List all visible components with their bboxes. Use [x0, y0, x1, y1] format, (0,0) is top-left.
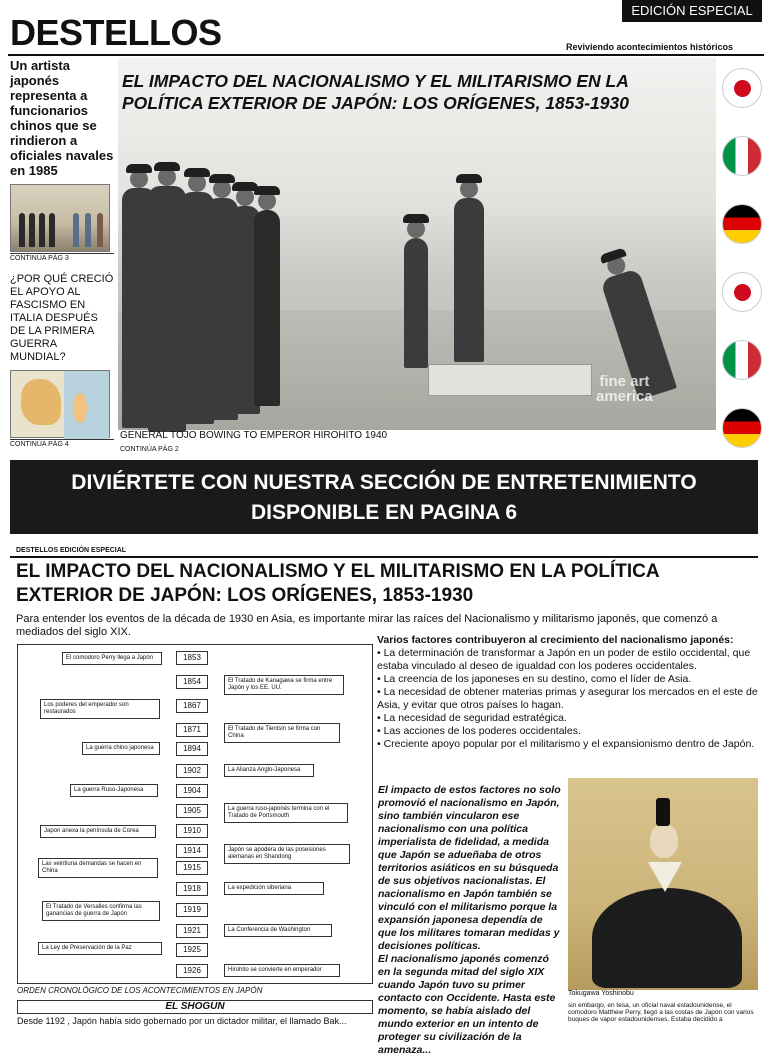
- factor-item: • La creencia de los japoneses en su destino, como el líder de Asia.: [377, 673, 692, 685]
- timeline-event: El Tratado de Versalles confirma las ganancias de guerra de Japón: [42, 901, 160, 921]
- germany-flag-icon: [722, 204, 762, 244]
- banner-line-2: DISPONIBLE EN PAGINA 6: [250, 501, 518, 524]
- soldier-cap: [154, 162, 180, 171]
- portrait-hat: [656, 798, 670, 826]
- sidebar-headline-1[interactable]: Un artista japonés representa a funcionarios chinos que se rindieron a oficiales navales en 1985: [10, 58, 114, 178]
- timeline-event: La Alianza Anglo-Japonesa: [224, 764, 314, 777]
- timeline-year: 1904: [176, 784, 208, 798]
- flag-column: [722, 68, 762, 476]
- soldier-cap: [209, 174, 235, 183]
- shogun-heading: EL SHOGUN: [17, 1000, 373, 1014]
- timeline-year: 1853: [176, 651, 208, 665]
- sidebar: [10, 58, 114, 449]
- japan-flag-icon: [722, 272, 762, 312]
- shogun-portrait: [568, 778, 758, 990]
- timeline-event: El Tratado de Tientsin se firma con China: [224, 723, 340, 743]
- timeline-event: Hirohito se convierte en emperador: [224, 964, 340, 977]
- timeline-event: La guerra chino japonesa: [82, 742, 160, 755]
- italy-flag-icon: [722, 340, 762, 380]
- timeline-year: 1910: [176, 824, 208, 838]
- soldier-cap: [403, 214, 429, 223]
- timeline-year: 1854: [176, 675, 208, 689]
- figure: [85, 213, 91, 247]
- timeline-event: Las veintiuna demandas se hacen en China: [38, 858, 158, 878]
- timeline-event: La guerra Ruso-Japonesa: [70, 784, 158, 797]
- shogun-text: Desde 1192 , Japón había sido gobernado por un dictador militar, el llamado Bak...: [17, 1016, 347, 1026]
- officials-thumbnail[interactable]: [10, 184, 110, 252]
- italic-article: [378, 784, 563, 1057]
- section-title: EL IMPACTO DEL NACIONALISMO Y EL MILITARISMO EN LA POLÍTICA EXTERIOR DE JAPÓN: LOS ORÍGENES, 1853-1930: [16, 561, 659, 606]
- figure: [49, 213, 55, 247]
- tagline: Reviviendo acontecimientos históricos: [566, 42, 734, 52]
- sidebar-headline-2[interactable]: ¿POR QUÉ CRECIÓ EL APOYO AL FASCISMO EN ITALIA DESPUÉS DE LA PRIMERA GUERRA MUNDIAL?: [10, 273, 114, 363]
- timeline-year: 1921: [176, 924, 208, 938]
- factor-item: • Las acciones de los poderes occidentales.: [377, 725, 581, 737]
- edition-badge: EDICIÓN ESPECIAL: [622, 0, 762, 22]
- soldier-figure: [404, 238, 428, 368]
- hero-title: EL IMPACTO DEL NACIONALISMO Y EL MILITARISMO EN LA POLÍTICA EXTERIOR DE JAPÓN: LOS ORÍGENES, 1853-1930: [122, 71, 629, 113]
- timeline-event: Los poderes del emperador son restaurados: [40, 699, 160, 719]
- watermark-line-2: america: [596, 388, 653, 405]
- continua-link-1[interactable]: CONTINÚA PÁG 3: [10, 253, 114, 263]
- timeline-year: 1915: [176, 861, 208, 875]
- timeline: [17, 644, 373, 984]
- figure: [39, 213, 45, 247]
- figure: [29, 213, 35, 247]
- timeline-event: La guerra ruso-japonés termina con el Tratado de Portsmouth: [224, 803, 348, 823]
- hero-caption: GENERAL TOJO BOWING TO EMPEROR HIROHITO 1940: [120, 430, 388, 441]
- timeline-event: La expedición siberiana: [224, 882, 324, 895]
- timeline-event: La Ley de Preservación de la Paz: [38, 942, 162, 955]
- timeline-year: 1871: [176, 723, 208, 737]
- emperor-figure: [454, 198, 484, 362]
- watermark-line-1: fine art: [599, 373, 650, 390]
- factor-item: • La necesidad de obtener materias primas y asegurar los mercados en el este de Asia, y evitar que otros países lo hagan.: [377, 686, 758, 711]
- factor-item: • La determinación de transformar a Japón en un poder de estilo occidental, que estaba vinculado al deseo de igualdad con los poderes occidentales.: [377, 647, 751, 672]
- timeline-year: 1867: [176, 699, 208, 713]
- intro-paragraph: Para entender los eventos de la década de 1930 en Asia, es importante mirar las raíces del Nacionalismo y militarismo japonés, que comenzó a mediados del siglo XIX.: [16, 613, 718, 638]
- soldier-figure: [254, 210, 280, 406]
- timeline-year: 1905: [176, 804, 208, 818]
- land-area: [21, 379, 61, 425]
- timeline-event: Japón se apodera de las posesiones alemanas en Shandong: [224, 844, 350, 864]
- timeline-year: 1925: [176, 943, 208, 957]
- timeline-event: La Conferencia de Washington: [224, 924, 332, 937]
- platform: [428, 364, 592, 396]
- timeline-year: 1918: [176, 882, 208, 896]
- timeline-year: 1902: [176, 764, 208, 778]
- portrait-text: sin embargo, en tesa, un oficial naval estadounidense, el comodoro Matthew Perry, llegó a las costas de Japón con varios buques de vapor estadounidenses. Estaba decidido a: [568, 1002, 754, 1023]
- portrait-robe: [592, 888, 742, 988]
- timeline-year: 1894: [176, 742, 208, 756]
- timeline-year: 1926: [176, 964, 208, 978]
- factors-block: [377, 634, 761, 751]
- watermark: [596, 374, 653, 404]
- figure: [19, 213, 25, 247]
- timeline-event: El comodoro Perry llega a Japón: [62, 652, 162, 665]
- land-area: [73, 393, 87, 423]
- timeline-caption: ORDEN CRONOLÓGICO DE LOS ACONTECIMIENTOS EN JAPÓN: [17, 986, 263, 995]
- italic-paragraph: El nacionalismo japonés comenzó en la segunda mitad del siglo XIX cuando Japón tuvo su primer contacto con Occidente. Hasta este momento, se había aislado del mundo exterior en un intento de proteger su civilización de la amenaza...: [378, 953, 556, 1056]
- italy-flag-icon: [722, 136, 762, 176]
- italic-paragraph: El impacto de estos factores no solo promovió el nacionalismo en Japón, sino también vincularon ese nacionalismo con una política imperialista de fidelidad, a medida que Japón se adueñaba de otros territorios asiáticos en su búsqueda de sus objetivos nacionalistas. El nacionalismo en Japón también se vinculó con el militarismo porque la expansión japonesa dependía de que los militares tomaran medidas y decisiones políticas.: [378, 784, 561, 952]
- portrait-face: [650, 824, 678, 858]
- map-thumbnail[interactable]: [10, 370, 110, 438]
- factor-item: • La necesidad de seguridad estratégica.: [377, 712, 567, 724]
- banner-line-1: DIVIÉRTETE CON NUESTRA SECCIÓN DE ENTRETENIMIENTO: [71, 471, 697, 494]
- masthead: DESTELLOS: [10, 12, 222, 53]
- hero-continua-link[interactable]: CONTINÚA PÁG 2: [120, 446, 179, 453]
- continua-link-2[interactable]: CONTINÚA PÁG 4: [10, 439, 114, 449]
- figure: [97, 213, 103, 247]
- timeline-year: 1919: [176, 903, 208, 917]
- germany-flag-icon: [722, 408, 762, 448]
- soldier-cap: [126, 164, 152, 173]
- timeline-year: 1914: [176, 844, 208, 858]
- section-label: DESTELLOS EDICIÓN ESPECIAL: [16, 547, 127, 554]
- entertainment-banner[interactable]: [10, 460, 758, 534]
- timeline-event: El Tratado de Kanagawa se firma entre Japón y los EE. UU.: [224, 675, 344, 695]
- section-rule: [10, 556, 758, 558]
- masthead-rule: [8, 54, 764, 56]
- japan-flag-icon: [722, 68, 762, 108]
- figure: [73, 213, 79, 247]
- portrait-caption: Tokugawa Yoshinobu: [568, 990, 634, 997]
- soldier-cap: [456, 174, 482, 183]
- factors-heading: Varios factores contribuyeron al crecimiento del nacionalismo japonés:: [377, 634, 734, 646]
- timeline-event: Japon anexa la península de Corea: [40, 825, 156, 838]
- soldier-cap: [254, 186, 280, 195]
- soldier-cap: [184, 168, 210, 177]
- factor-item: • Creciente apoyo popular por el militarismo y el expansionismo dentro de Japón.: [377, 738, 755, 750]
